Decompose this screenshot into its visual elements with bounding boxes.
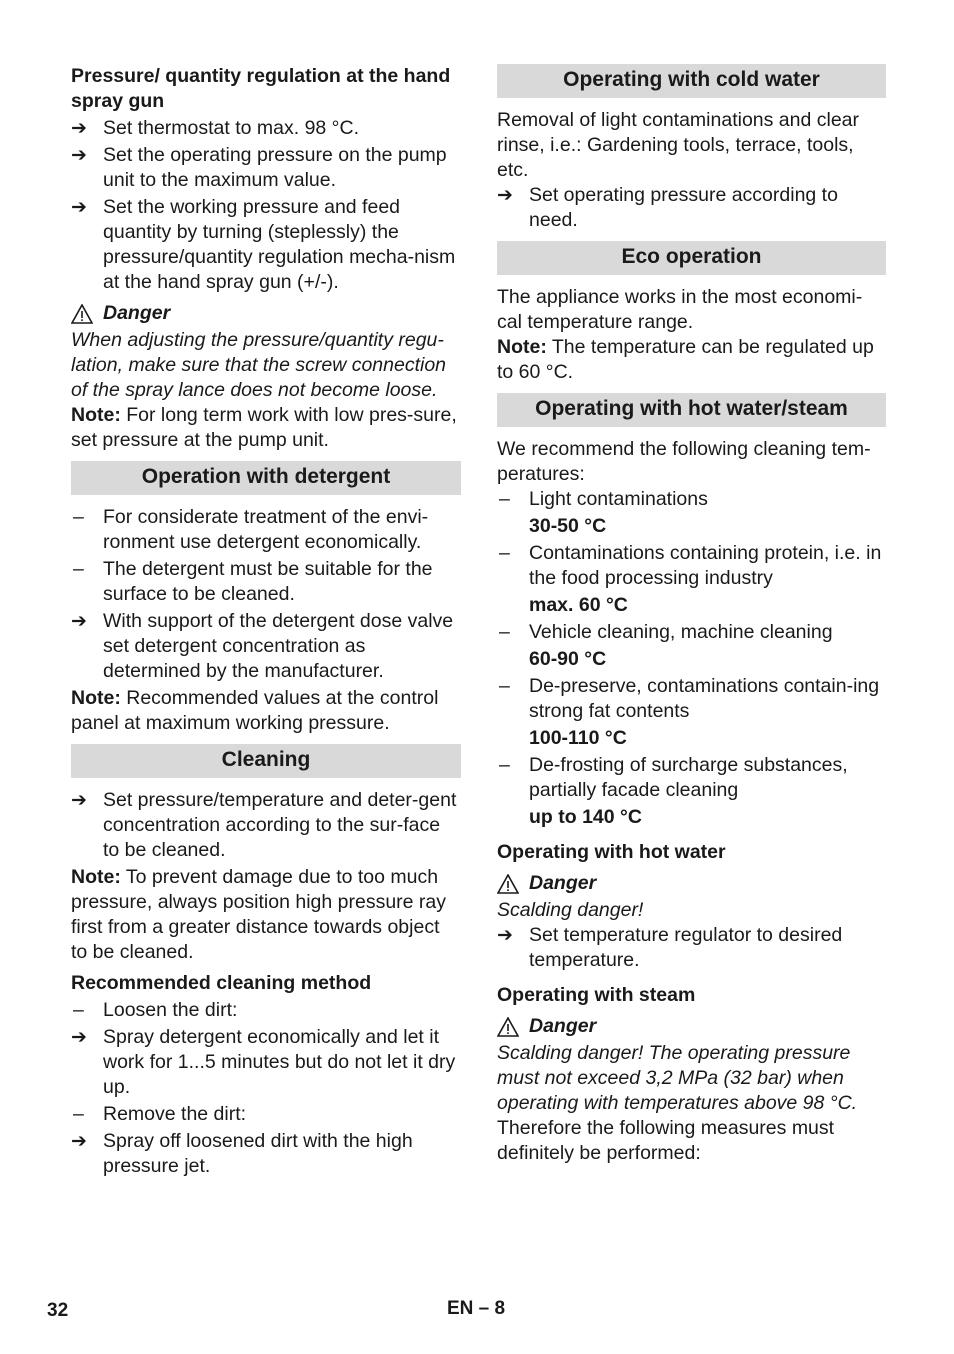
list-item: ➔ Set the working pressure and feed quantity by turning (steplessly) the pressure/quantity regulation mecha-nism at the hand spray gun (+/-). [71,196,456,293]
section-header-cleaning: Cleaning [71,744,461,778]
list-item: – Light contaminations [499,488,708,510]
dash-marker: – [73,558,84,580]
language-page-label: EN – 8 [447,1298,506,1319]
list-steps-pressure [71,116,461,295]
danger-heading: Danger [71,301,461,326]
list-item: ➔ Set temperature regulator to desired temperature. [497,924,843,971]
list-item: – Contaminations containing protein, i.e. in the food processing industry [499,542,882,589]
arrow-icon: ➔ [71,611,87,632]
warning-triangle-icon [71,304,93,324]
steam-text: Therefore the following measures must definitely be performed: [497,1117,835,1164]
danger-text: Scalding danger! The operating pressure must not exceed 3,2 MPa (32 bar) when operating with temperatures above 98 °C. [497,1042,858,1114]
dash-marker: – [73,506,84,528]
section-title-hot-water: Operating with hot water [497,841,726,863]
list-item: ➔ Spray detergent economically and let it work for 1...5 minutes but do not let it dry up. [71,1026,456,1098]
arrow-icon: ➔ [71,790,87,811]
temperature-value: 60-90 °C [529,648,607,670]
list-item: ➔ Set thermostat to max. 98 °C. [71,117,359,139]
list-item: – Remove the dirt: [73,1103,247,1125]
section-title-cleaning-method: Recommended cleaning method [71,972,372,994]
dash-marker: – [499,488,510,510]
arrow-icon: ➔ [497,185,513,206]
note-paragraph: Note: To prevent damage due to too much pressure, always position high pressure ray first from a greater distance towards object to be cleaned. [71,866,447,963]
list-temperatures [497,487,886,830]
temperature-value: 100-110 °C [529,727,627,749]
arrow-icon: ➔ [71,145,87,166]
cold-water-text: Removal of light contaminations and clear rinse, i.e.: Gardening tools, terrace, tools, etc. [497,109,860,181]
arrow-icon: ➔ [71,1131,87,1152]
danger-heading: Danger [497,1014,886,1039]
list-item: – For considerate treatment of the envi-ronment use detergent economically. [73,506,429,553]
section-header-detergent: Operation with detergent [71,461,461,495]
left-column [71,64,461,1181]
dash-marker: – [73,1103,84,1125]
list-item: ➔ Set the operating pressure on the pump unit to the maximum value. [71,144,447,191]
dash-marker: – [499,542,510,564]
list-item: – The detergent must be suitable for the surface to be cleaned. [73,558,433,605]
arrow-icon: ➔ [71,1027,87,1048]
list-detergent [71,505,461,684]
section-title-pressure-regulation: Pressure/ quantity regulation at the hand spray gun [71,65,451,112]
note-paragraph: Note: The temperature can be regulated up to 60 °C. [497,336,874,383]
list-item: – De-preserve, contaminations contain-ing strong fat contents [499,675,880,722]
arrow-icon: ➔ [497,925,513,946]
arrow-icon: ➔ [71,118,87,139]
list-cleaning-method [71,998,461,1179]
list-item: ➔ With support of the detergent dose valve set detergent concentration as determined by the manufacturer. [71,610,454,682]
warning-triangle-icon [497,874,519,894]
temperature-value: 30-50 °C [529,515,607,537]
arrow-icon: ➔ [71,197,87,218]
list-item: – De-frosting of surcharge substances, partially facade cleaning [499,754,848,801]
section-title-steam: Operating with steam [497,984,696,1006]
warning-triangle-icon [497,1017,519,1037]
temperature-value: max. 60 °C [529,594,628,616]
section-header-cold-water: Operating with cold water [497,64,886,98]
note-paragraph: Note: Recommended values at the control panel at maximum working pressure. [71,687,439,734]
danger-text: Scalding danger! [497,899,644,921]
dash-marker: – [73,999,84,1021]
section-header-eco: Eco operation [497,241,886,275]
list-item: ➔ Set pressure/temperature and deter-gent concentration according to the sur-face to be cleaned. [71,789,457,861]
list-item: ➔ Spray off loosened dirt with the high pressure jet. [71,1130,413,1177]
page-number: 32 [47,1300,69,1321]
note-paragraph: Note: For long term work with low pres-sure, set pressure at the pump unit. [71,404,457,451]
dash-marker: – [499,754,510,776]
hot-intro-text: We recommend the following cleaning tem-peratures: [497,438,871,485]
danger-text: When adjusting the pressure/quantity regu-lation, make sure that the screw connection of the spray lance does not become loose. [71,329,447,401]
list-item: ➔ Set operating pressure according to need. [497,184,838,231]
list-item: – Loosen the dirt: [73,999,238,1021]
dash-marker: – [499,621,510,643]
dash-marker: – [499,675,510,697]
right-column [497,64,886,1166]
section-header-hot-water-steam: Operating with hot water/steam [497,393,886,427]
eco-text: The appliance works in the most economi-cal temperature range. [497,286,863,333]
danger-heading: Danger [497,871,886,896]
temperature-value: up to 140 °C [529,806,642,828]
list-item: – Vehicle cleaning, machine cleaning [499,621,833,643]
